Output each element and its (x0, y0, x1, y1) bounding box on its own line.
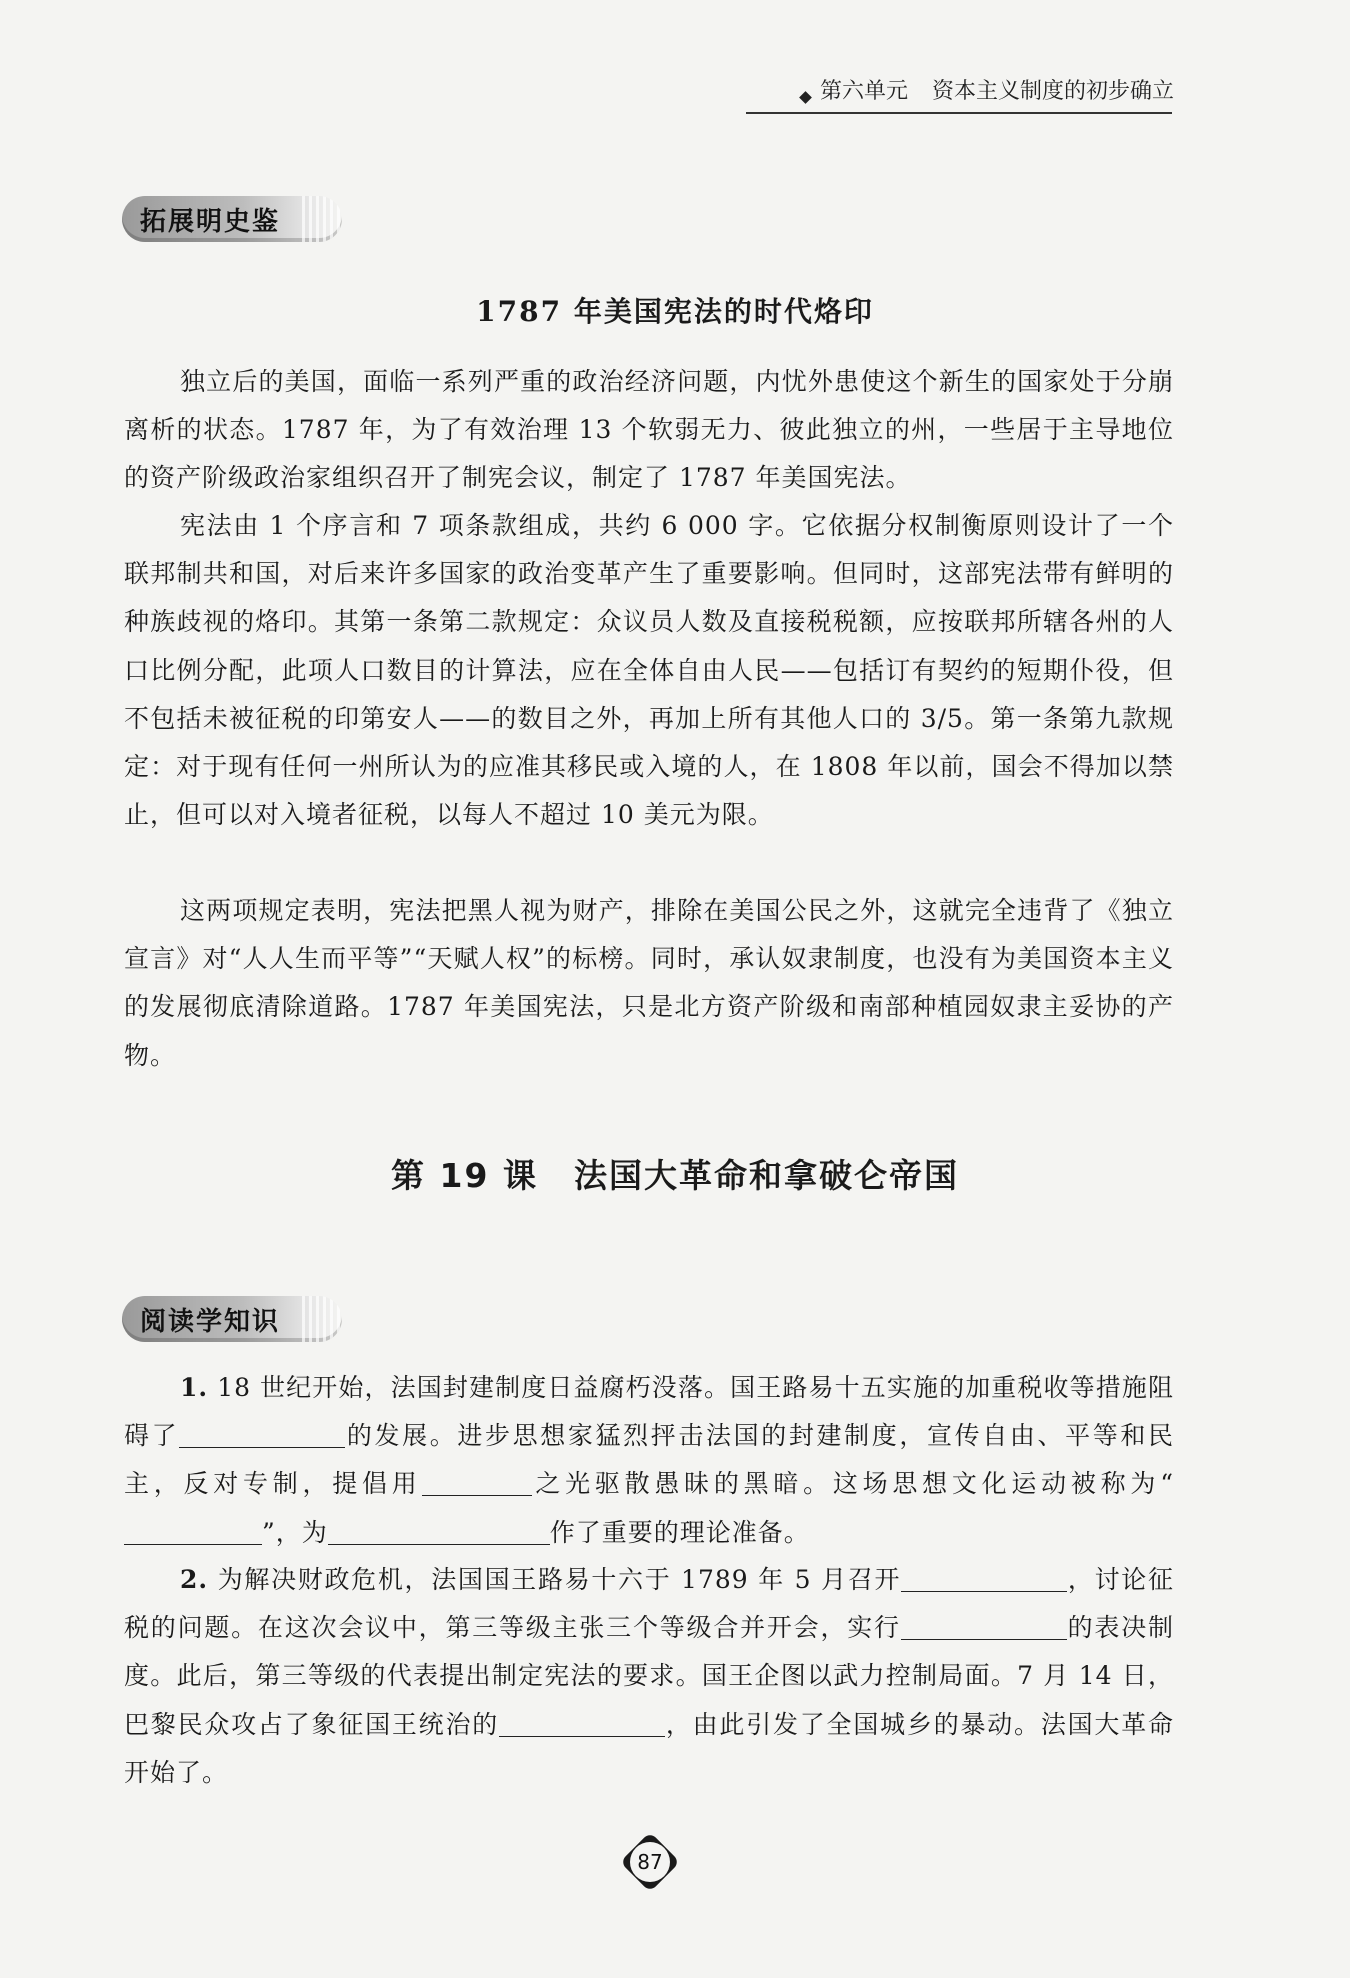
lesson-name: 法国大革命和拿破仑帝国 (573, 1156, 959, 1195)
question-text: 作了重要的理论准备。 (549, 1517, 810, 1547)
question-number: 1. (180, 1373, 209, 1402)
running-header (801, 74, 1174, 105)
header-rule (746, 112, 1172, 114)
section-tag-label: 阅读学知识 (140, 1306, 281, 1337)
answer-blank[interactable] (328, 1516, 550, 1545)
question-1 (124, 1364, 1174, 1557)
question-2 (124, 1556, 1174, 1797)
question-text: 的表决制度。此后，第三等级的代表提出制定宪法的要求。国王企图以武力控制局面。7 月 14 日，巴黎民众攻占了象征国王统治的 (124, 1613, 1174, 1739)
question-text: 之光驱散愚昧的黑暗。这场思想文化运动被称为“ (531, 1469, 1174, 1499)
article-paragraph-2: 宪法由 1 个序言和 7 项条款组成，共约 6 000 字。它依据分权制衡原则设计了一个联邦制共和国，对后来许多国家的政治变革产生了重要影响。但同时，这部宪法带有鲜明的种族歧视的烙印。其第一条第二款规定：众议员人数及直接税税额，应按联邦所辖各州的人口比例分配，此项人口数目的计算法，应在全体自由人民——包括订有契约的短期仆役，但不包括未被征税的印第安人——的数目之外，再加上所有其他人口的 3/5。第一条第九款规定：对于现有任何一州所认为的应准其移民或入境的人，在 1808 年以前，国会不得加以禁止，但可以对入境者征税，以每人不超过 10 美元为限。 (124, 511, 1174, 830)
diamond-bullet-icon (799, 91, 812, 104)
article-paragraph-1: 独立后的美国，面临一系列严重的政治经济问题，内忧外患使这个新生的国家处于分崩离析的状态。1787 年，为了有效治理 13 个软弱无力、彼此独立的州，一些居于主导地位的资产阶级政治家组织召开了制宪会议，制定了 1787 年美国宪法。 (124, 367, 1174, 493)
question-text: ”，为 (262, 1517, 328, 1547)
section-tag-extension (122, 196, 342, 242)
header-unit: 第六单元 (819, 79, 908, 104)
answer-blank[interactable] (901, 1611, 1067, 1640)
article-title: 1787 年美国宪法的时代烙印 (476, 295, 874, 328)
page-number: 87 (637, 1850, 663, 1874)
section-tag-reading (122, 1296, 342, 1342)
page-number-badge (624, 1836, 676, 1888)
answer-blank[interactable] (124, 1516, 262, 1545)
answer-blank[interactable] (422, 1467, 532, 1496)
question-text: 18 世纪开始，法国封建制度日益腐朽没落。国王路易十五实施的加重税收等措施阻碍了 (124, 1373, 1175, 1451)
question-text: 为解决财政危机，法国国王路易十六于 1789 年 5 月召开 (217, 1565, 902, 1594)
header-unit-title: 资本主义制度的初步确立 (931, 79, 1174, 104)
tag-stripes (302, 1296, 342, 1342)
lesson-number: 第 19 课 (391, 1156, 538, 1195)
question-text: ，讨论征税的问题。在这次会议中，第三等级主张三个等级合并开会，实行 (124, 1565, 1174, 1643)
lesson-title (0, 1150, 1350, 1197)
question-text: ，由此引发了全国城乡的暴动。法国大革命开始了。 (124, 1709, 1174, 1787)
answer-blank[interactable] (179, 1419, 345, 1448)
answer-blank[interactable] (901, 1563, 1067, 1592)
article-paragraph-3: 这两项规定表明，宪法把黑人视为财产，排除在美国公民之外，这就完全违背了《独立宣言》对“人人生而平等”“天赋人权”的标榜。同时，承认奴隶制度，也没有为美国资本主义的发展彻底清除道路。1787 年美国宪法，只是北方资产阶级和南部种植园奴隶主妥协的产物。 (124, 896, 1174, 1070)
tag-stripes (302, 196, 342, 242)
question-number: 2. (180, 1565, 209, 1594)
question-text: 的发展。进步思想家猛烈抨击法国的封建制度，宣传自由、平等和民主，反对专制，提倡用 (124, 1421, 1174, 1499)
section-tag-label: 拓展明史鉴 (140, 206, 281, 237)
answer-blank[interactable] (499, 1708, 665, 1737)
